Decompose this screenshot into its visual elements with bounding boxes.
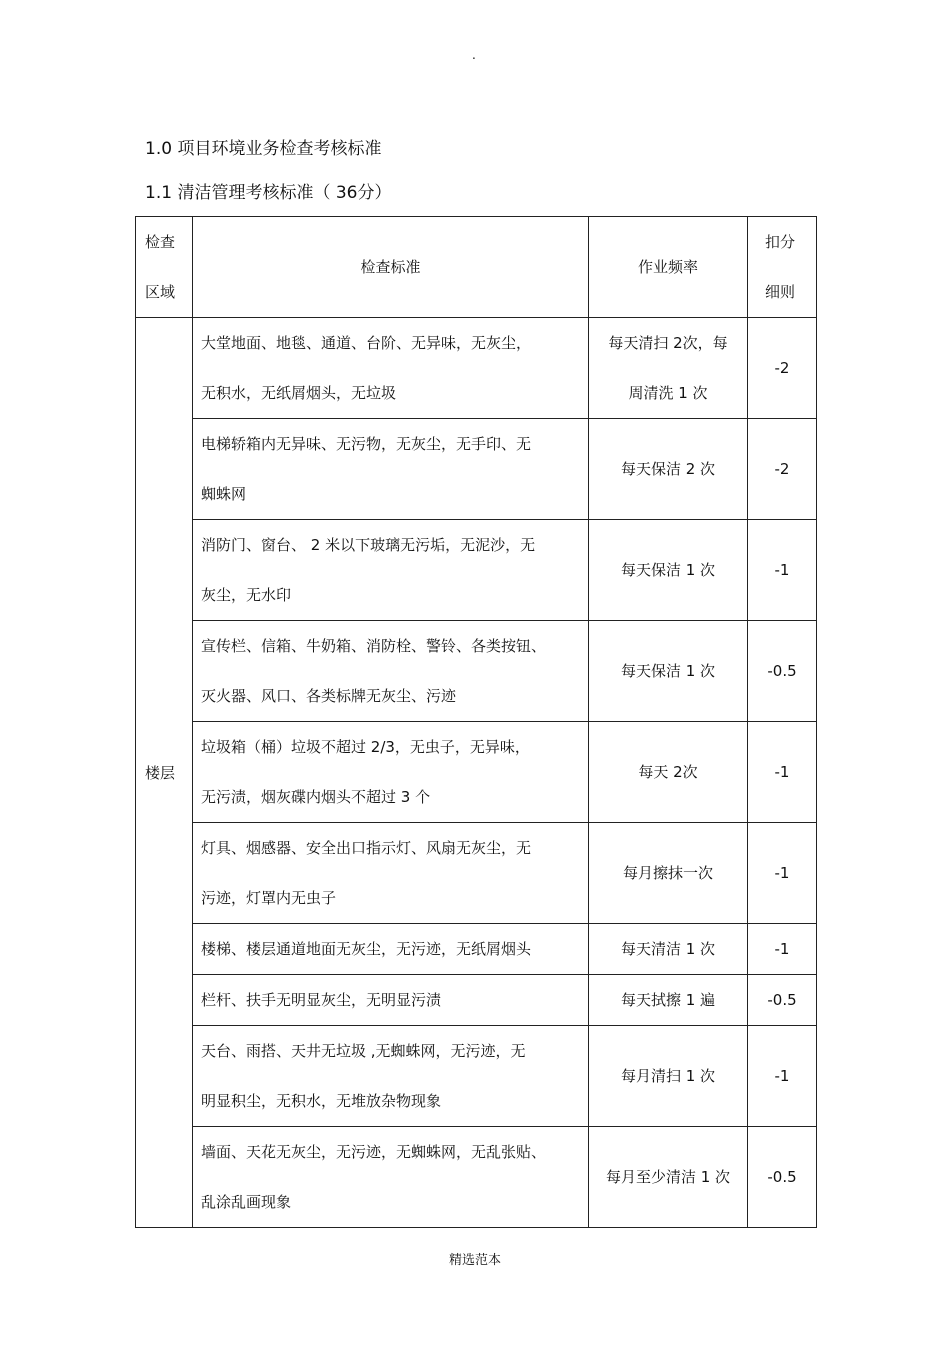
table-row bbox=[136, 1127, 817, 1228]
table-row bbox=[136, 621, 817, 722]
standard-cell: 大堂地面、地毯、通道、台阶、无异味，无灰尘， 无积水，无纸屑烟头，无垃圾 bbox=[193, 318, 589, 419]
standard-cell: 宣传栏、信箱、牛奶箱、消防栓、警铃、各类按钮、 灭火器、风口、各类标牌无灰尘、污迹 bbox=[193, 621, 589, 722]
table-row bbox=[136, 924, 817, 975]
deduction-cell: -1 bbox=[748, 924, 817, 975]
frequency-cell: 每天保洁 1 次 bbox=[589, 520, 748, 621]
table-row bbox=[136, 318, 817, 419]
subsection-heading: 1.1 清洁管理考核标准（ 36分） bbox=[145, 183, 392, 203]
table-header-row bbox=[136, 217, 817, 318]
standard-cell: 楼梯、楼层通道地面无灰尘，无污迹，无纸屑烟头 bbox=[193, 924, 589, 975]
frequency-cell: 每天保洁 1 次 bbox=[589, 621, 748, 722]
deduction-cell: -0.5 bbox=[748, 975, 817, 1026]
page-marker: . bbox=[472, 48, 476, 62]
frequency-cell: 每月清扫 1 次 bbox=[589, 1026, 748, 1127]
standard-cell: 灯具、烟感器、安全出口指示灯、风扇无灰尘，无 污迹，灯罩内无虫子 bbox=[193, 823, 589, 924]
section-heading: 1.0 项目环境业务检查考核标准 bbox=[145, 139, 382, 159]
standard-cell: 电梯轿箱内无异味、无污物，无灰尘，无手印、无 蜘蛛网 bbox=[193, 419, 589, 520]
deduction-cell: -0.5 bbox=[748, 1127, 817, 1228]
deduction-cell: -1 bbox=[748, 722, 817, 823]
table-row bbox=[136, 823, 817, 924]
deduction-cell: -1 bbox=[748, 823, 817, 924]
header-frequency: 作业频率 bbox=[589, 217, 748, 318]
deduction-cell: -1 bbox=[748, 520, 817, 621]
frequency-cell: 每天 2次 bbox=[589, 722, 748, 823]
header-area: 检查 区域 bbox=[136, 217, 193, 318]
table-row bbox=[136, 975, 817, 1026]
frequency-cell: 每天保洁 2 次 bbox=[589, 419, 748, 520]
frequency-cell: 每天拭擦 1 遍 bbox=[589, 975, 748, 1026]
frequency-cell: 每天清洁 1 次 bbox=[589, 924, 748, 975]
deduction-cell: -1 bbox=[748, 1026, 817, 1127]
table-row bbox=[136, 1026, 817, 1127]
area-cell: 楼层 bbox=[136, 318, 193, 1228]
standard-cell: 垃圾箱（桶）垃圾不超过 2/3，无虫子，无异味， 无污渍，烟灰碟内烟头不超过 3 个 bbox=[193, 722, 589, 823]
table-row bbox=[136, 520, 817, 621]
standard-cell: 墙面、天花无灰尘，无污迹，无蜘蛛网，无乱张贴、 乱涂乱画现象 bbox=[193, 1127, 589, 1228]
table-row bbox=[136, 419, 817, 520]
cleaning-standards-table bbox=[135, 216, 817, 1228]
frequency-cell: 每月至少清洁 1 次 bbox=[589, 1127, 748, 1228]
standard-cell: 天台、雨搭、天井无垃圾 ,无蜘蛛网，无污迹，无 明显积尘，无积水，无堆放杂物现象 bbox=[193, 1026, 589, 1127]
header-standard: 检查标准 bbox=[193, 217, 589, 318]
standard-cell: 栏杆、扶手无明显灰尘，无明显污渍 bbox=[193, 975, 589, 1026]
deduction-cell: -2 bbox=[748, 318, 817, 419]
frequency-cell: 每天清扫 2次，每 周清洗 1 次 bbox=[589, 318, 748, 419]
header-deduction: 扣分 细则 bbox=[748, 217, 817, 318]
page-footer: 精选范本 bbox=[448, 1253, 501, 1268]
deduction-cell: -2 bbox=[748, 419, 817, 520]
deduction-cell: -0.5 bbox=[748, 621, 817, 722]
table-row bbox=[136, 722, 817, 823]
frequency-cell: 每月擦抹一次 bbox=[589, 823, 748, 924]
standard-cell: 消防门、窗台、 2 米以下玻璃无污垢，无泥沙，无 灰尘，无水印 bbox=[193, 520, 589, 621]
